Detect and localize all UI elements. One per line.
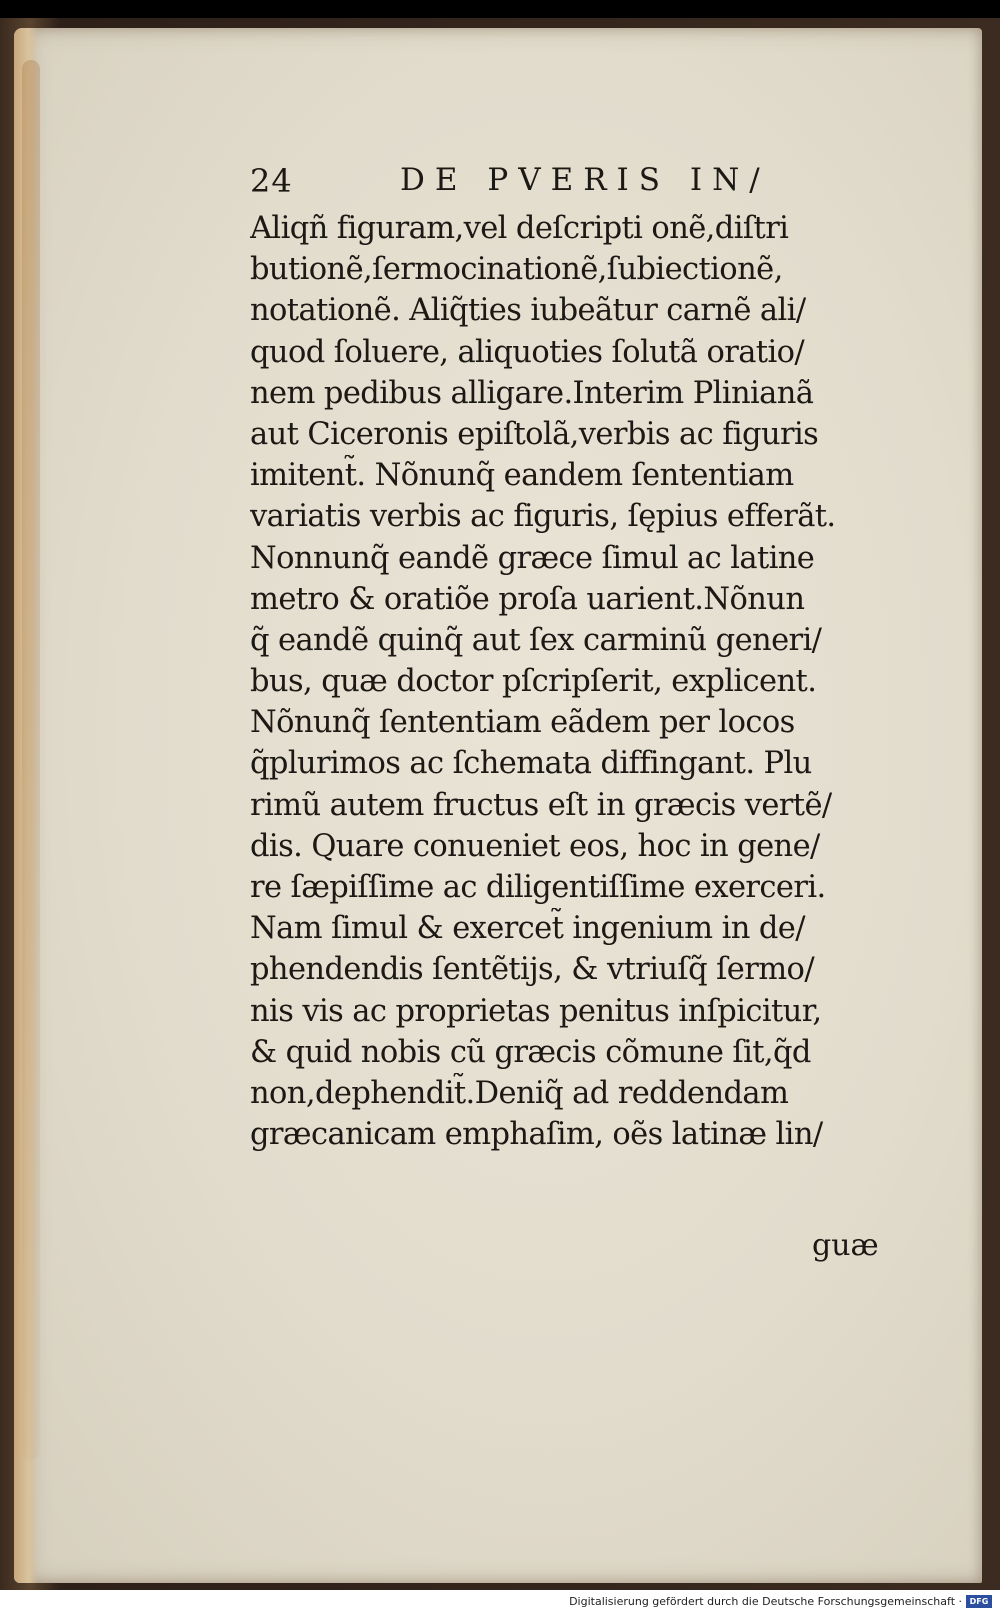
- text-line: imitent̃. Nõnunq̃ eandem ſententiam: [250, 458, 794, 494]
- running-head: DE PVERIS IN/: [400, 162, 770, 198]
- funding-credit: Digitalisierung gefördert durch die Deutsche Forschungsgemeinschaft ·: [569, 1595, 962, 1608]
- text-block: [250, 160, 910, 1155]
- body-text: [250, 208, 910, 1155]
- catchword: guæ: [812, 1228, 879, 1263]
- text-line: re ſæpiſſime ac diligentiſſime exerceri.: [250, 870, 826, 905]
- text-line: rimũ autem fructus eſt in græcis vertẽ/: [250, 787, 832, 823]
- text-line: aut Ciceronis epiſtolã,verbis ac figuris: [250, 416, 819, 452]
- text-line: dis. Quare conueniet eos, hoc in gene/: [250, 828, 820, 864]
- text-line: Aliqñ figuram,vel deſcripti onẽ,diſtri: [250, 211, 789, 246]
- text-line: metro & oratiõe proſa uarient.Nõnun: [250, 581, 805, 617]
- text-line: q̃plurimos ac ſchemata diffingant. Plu: [250, 746, 812, 782]
- dfg-logo-icon: DFG: [966, 1595, 992, 1608]
- text-line: phendendis ſentẽtijs, & vtriuſq̃ ſermo/: [250, 952, 814, 988]
- page-header: [250, 160, 910, 208]
- text-line: nem pedibus alligare.Interim Plinianã: [250, 375, 814, 411]
- text-line: bus, quæ doctor pſcripſerit, explicent.: [250, 664, 817, 700]
- text-line: & quid nobis cũ græcis cõmune ſit,q̃d: [250, 1034, 811, 1070]
- text-line: non,dephendit̃.Deniq̃ ad reddendam: [250, 1075, 789, 1111]
- text-line: nis vis ac proprietas penitus inſpicitur,: [250, 993, 822, 1029]
- text-line: græcanicam emphaſim, oẽs latinæ lin/: [250, 1117, 823, 1153]
- text-line: quod ſoluere, aliquoties ſolutã oratio/: [250, 334, 805, 370]
- text-line: q̃ eandẽ quinq̃ aut ſex carminũ generi/: [250, 622, 822, 658]
- text-line: Nonnunq̃ eandẽ græce ſimul ac latine: [250, 540, 815, 576]
- page-stain: [22, 60, 40, 1460]
- text-line: butionẽ,ſermocinationẽ,ſubiectionẽ,: [250, 252, 783, 288]
- text-line: notationẽ. Aliq̃ties iubeãtur carnẽ ali/: [250, 293, 806, 329]
- text-line: Nam ſimul & exercet̃ ingenium in de/: [250, 911, 805, 947]
- text-line: variatis verbis ac figuris, ſępius efferãt.: [250, 499, 836, 535]
- page-number: 24: [250, 162, 293, 200]
- text-line: Nõnunq̃ ſententiam eãdem per locos: [250, 705, 795, 741]
- footer-bar: [0, 1590, 1000, 1611]
